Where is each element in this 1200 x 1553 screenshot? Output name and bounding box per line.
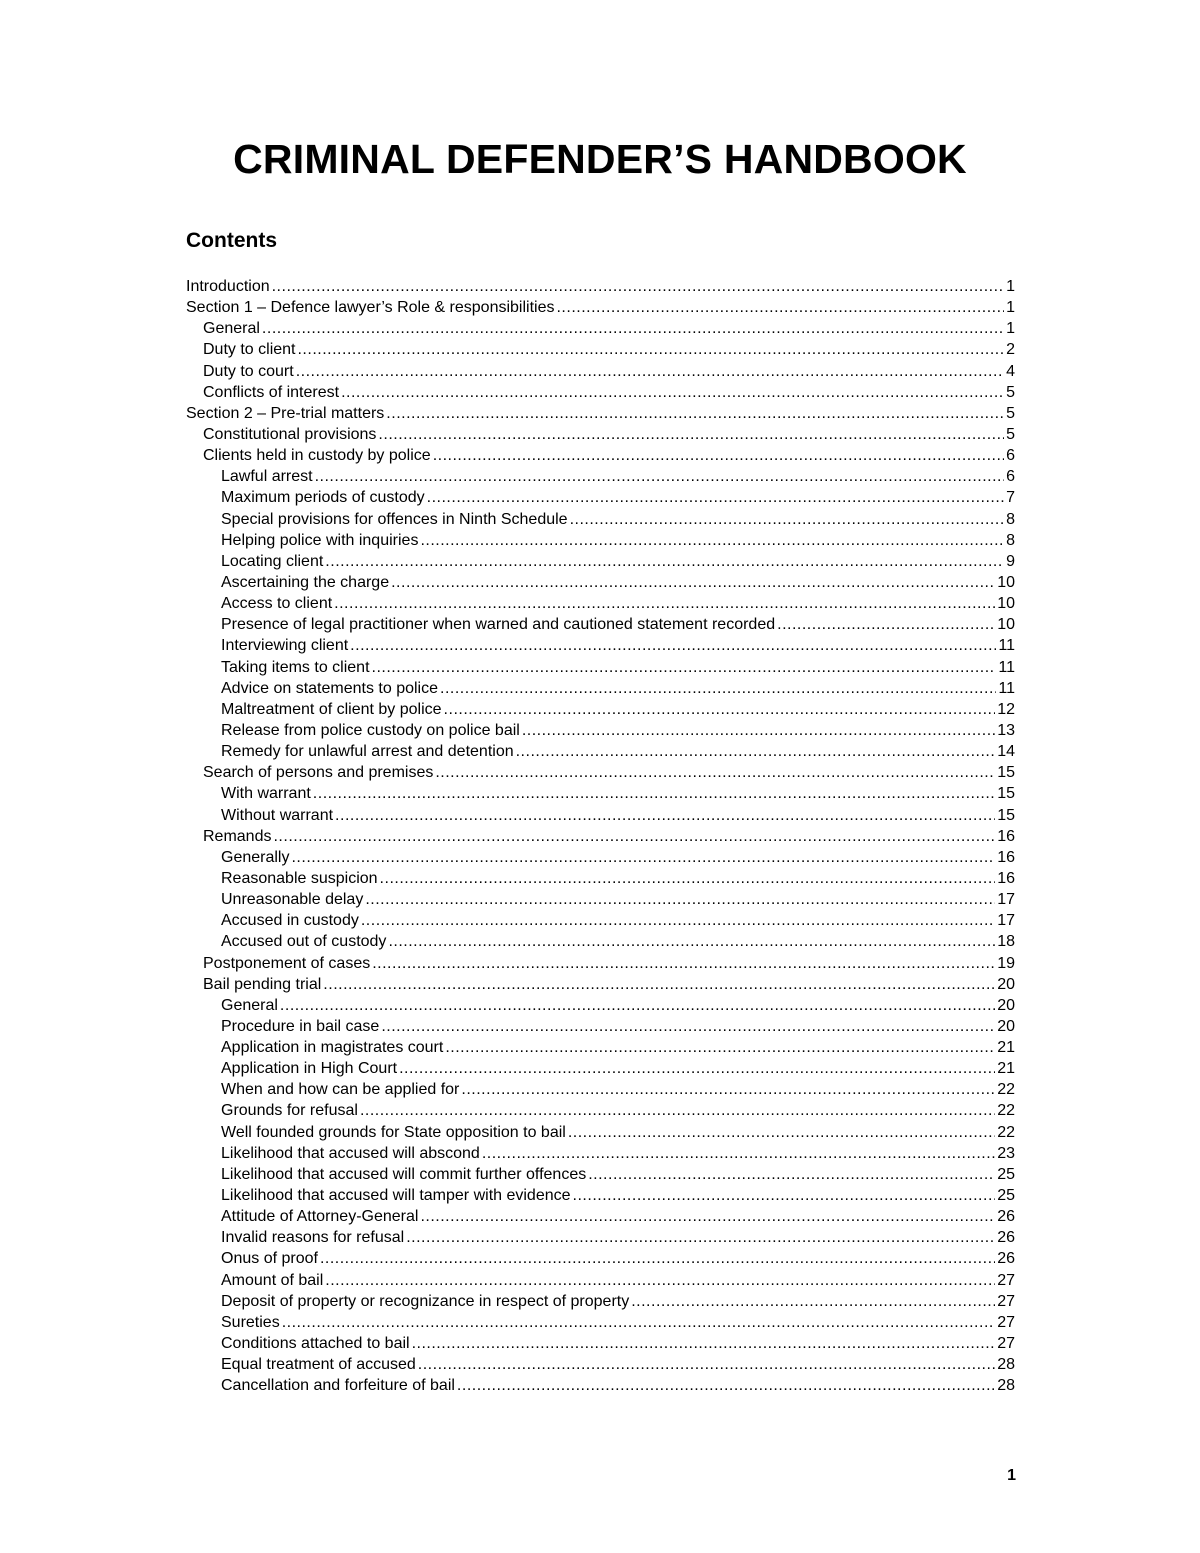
toc-entry-page: 16: [997, 827, 1015, 845]
toc-entry[interactable]: [186, 910, 1015, 931]
dot-leader: [372, 953, 995, 974]
dot-leader: [388, 931, 995, 952]
toc-entry[interactable]: [186, 1122, 1015, 1143]
dot-leader: [588, 1164, 995, 1185]
toc-entry-page: 20: [997, 1017, 1015, 1035]
toc-entry-page: 27: [997, 1271, 1015, 1289]
toc-entry-page: 1: [1006, 278, 1015, 295]
dot-leader: [372, 657, 997, 678]
toc-entry-page: 8: [1006, 510, 1015, 528]
toc-entry-page: 26: [997, 1250, 1015, 1268]
dot-leader: [386, 403, 1004, 424]
toc-entry-page: 20: [997, 996, 1015, 1014]
toc-entry-label: When and how can be applied for: [221, 1081, 460, 1099]
toc-entry-label: Interviewing client: [221, 637, 349, 655]
toc-entry[interactable]: [186, 1037, 1015, 1058]
toc-entry-page: 28: [997, 1356, 1015, 1374]
toc-entry-label: Helping police with inquiries: [221, 531, 419, 549]
toc-entry[interactable]: [186, 297, 1015, 318]
toc-entry-label: Lawful arrest: [221, 468, 313, 486]
dot-leader: [272, 276, 1004, 297]
toc-entry-label: Cancellation and forfeiture of bail: [221, 1377, 455, 1395]
toc-entry-page: 11: [998, 679, 1015, 697]
toc-entry-page: 28: [997, 1377, 1015, 1395]
dot-leader: [365, 889, 995, 910]
toc-entry-page: 15: [997, 785, 1015, 803]
toc-entry-label: Bail pending trial: [203, 975, 322, 993]
toc-entry[interactable]: [186, 1058, 1015, 1079]
toc-entry-page: 19: [997, 954, 1015, 972]
dot-leader: [435, 762, 995, 783]
toc-entry[interactable]: [186, 572, 1015, 593]
toc-entry[interactable]: [186, 931, 1015, 952]
dot-leader: [570, 509, 1005, 530]
toc-entry-label: Duty to court: [203, 362, 294, 380]
toc-entry-label: Constitutional provisions: [203, 425, 377, 443]
page-number: 1: [1007, 1467, 1016, 1484]
toc-entry-label: Maltreatment of client by police: [221, 700, 442, 718]
toc-entry-page: 12: [997, 700, 1015, 718]
toc-entry[interactable]: [186, 339, 1015, 360]
toc-entry-label: Procedure in bail case: [221, 1017, 380, 1035]
toc-entry-label: Maximum periods of custody: [221, 489, 425, 507]
toc-entry-label: Without warrant: [221, 806, 334, 824]
toc-entry-page: 16: [997, 848, 1015, 866]
toc-entry-page: 5: [1006, 383, 1015, 401]
toc-entry-page: 14: [997, 743, 1015, 761]
dot-leader: [427, 487, 1004, 508]
toc-entry[interactable]: [186, 995, 1015, 1016]
toc-entry-label: Introduction: [186, 278, 270, 295]
toc-entry-page: 5: [1006, 425, 1015, 443]
toc-entry-label: Attitude of Attorney-General: [221, 1208, 419, 1226]
toc-entry-page: 10: [997, 573, 1015, 591]
toc-entry-label: Accused in custody: [221, 912, 359, 930]
toc-entry-page: 16: [997, 869, 1015, 887]
dot-leader: [444, 699, 996, 720]
toc-entry-page: 7: [1006, 489, 1015, 507]
toc-entry-page: 25: [997, 1165, 1015, 1183]
toc-entry[interactable]: [186, 276, 1015, 297]
dot-leader: [378, 424, 1004, 445]
toc-entry[interactable]: [186, 974, 1015, 995]
toc-entry[interactable]: [186, 1206, 1015, 1227]
toc-entry-page: 22: [997, 1123, 1015, 1141]
toc-entry[interactable]: [186, 847, 1015, 868]
contents-heading: Contents: [186, 229, 277, 252]
dot-leader: [262, 318, 1004, 339]
toc-entry-page: 6: [1006, 468, 1015, 486]
toc-entry[interactable]: [186, 953, 1015, 974]
dot-leader: [556, 297, 1004, 318]
dot-leader: [325, 1270, 995, 1291]
dot-leader: [335, 805, 995, 826]
dot-leader: [280, 995, 995, 1016]
toc-entry[interactable]: [186, 1375, 1015, 1396]
dot-leader: [325, 551, 1004, 572]
toc-entry-label: Remedy for unlawful arrest and detention: [221, 743, 514, 761]
toc-entry[interactable]: [186, 1312, 1015, 1333]
toc-entry-label: Postponement of cases: [203, 954, 371, 972]
toc-entry-page: 22: [997, 1081, 1015, 1099]
toc-entry[interactable]: [186, 783, 1015, 804]
dot-leader: [291, 847, 995, 868]
dot-leader: [315, 466, 1005, 487]
toc-entry[interactable]: [186, 741, 1015, 762]
toc-entry[interactable]: [186, 530, 1015, 551]
toc-entry-page: 10: [997, 616, 1015, 634]
toc-entry[interactable]: [186, 699, 1015, 720]
toc-entry-label: Unreasonable delay: [221, 891, 364, 909]
toc-entry-page: 13: [997, 721, 1015, 739]
toc-entry[interactable]: [186, 805, 1015, 826]
dot-leader: [282, 1312, 996, 1333]
toc-entry-label: Deposit of property or recognizance in respect of property: [221, 1292, 630, 1310]
dot-leader: [361, 910, 995, 931]
toc-entry[interactable]: [186, 889, 1015, 910]
toc-entry-page: 4: [1006, 362, 1015, 380]
toc-entry[interactable]: [186, 318, 1015, 339]
toc-entry[interactable]: [186, 466, 1015, 487]
dot-leader: [631, 1291, 995, 1312]
toc-entry-label: Generally: [221, 848, 290, 866]
table-of-contents: [186, 276, 1015, 1396]
toc-entry[interactable]: [186, 1333, 1015, 1354]
toc-entry[interactable]: [186, 382, 1015, 403]
dot-leader: [313, 783, 995, 804]
toc-entry[interactable]: [186, 1185, 1015, 1206]
toc-entry-label: Search of persons and premises: [203, 764, 434, 782]
dot-leader: [420, 530, 1004, 551]
dot-leader: [461, 1079, 995, 1100]
toc-entry-label: Conflicts of interest: [203, 383, 340, 401]
toc-entry-page: 25: [997, 1187, 1015, 1205]
toc-entry-page: 21: [997, 1060, 1015, 1078]
dot-leader: [433, 445, 1004, 466]
toc-entry-label: Special provisions for offences in Ninth Schedule: [221, 510, 568, 528]
dot-leader: [522, 720, 995, 741]
toc-entry-label: General: [221, 996, 278, 1014]
toc-entry-page: 26: [997, 1229, 1015, 1247]
toc-entry[interactable]: [186, 1270, 1015, 1291]
dot-leader: [381, 1016, 995, 1037]
toc-entry-label: Accused out of custody: [221, 933, 387, 951]
toc-entry-label: Remands: [203, 827, 272, 845]
toc-entry-page: 1: [1006, 320, 1015, 338]
toc-entry[interactable]: [186, 614, 1015, 635]
toc-entry[interactable]: [186, 762, 1015, 783]
toc-entry-label: Likelihood that accused will tamper with evidence: [221, 1187, 571, 1205]
dot-leader: [399, 1058, 995, 1079]
dot-leader: [445, 1037, 995, 1058]
toc-entry-page: 8: [1006, 531, 1015, 549]
toc-entry-label: Likelihood that accused will commit further offences: [221, 1165, 587, 1183]
toc-entry-page: 22: [997, 1102, 1015, 1120]
toc-entry[interactable]: [186, 487, 1015, 508]
toc-entry-label: Invalid reasons for refusal: [221, 1229, 405, 1247]
toc-entry-page: 5: [1006, 404, 1015, 422]
toc-entry[interactable]: [186, 551, 1015, 572]
toc-entry[interactable]: [186, 678, 1015, 699]
document-title: CRIMINAL DEFENDER’S HANDBOOK: [233, 136, 967, 182]
toc-entry-page: 27: [997, 1313, 1015, 1331]
toc-entry[interactable]: [186, 1079, 1015, 1100]
toc-entry-label: Well founded grounds for State opposition to bail: [221, 1123, 566, 1141]
toc-entry-label: Presence of legal practitioner when warned and cautioned statement recorded: [221, 616, 776, 634]
toc-entry-page: 26: [997, 1208, 1015, 1226]
toc-entry-page: 27: [997, 1335, 1015, 1353]
toc-entry-label: Clients held in custody by police: [203, 447, 431, 465]
toc-entry-label: Application in High Court: [221, 1060, 398, 1078]
toc-entry[interactable]: [186, 1143, 1015, 1164]
toc-entry-label: Onus of proof: [221, 1250, 318, 1268]
toc-entry[interactable]: [186, 720, 1015, 741]
dot-leader: [297, 339, 1004, 360]
dot-leader: [777, 614, 995, 635]
dot-leader: [323, 974, 995, 995]
toc-entry-label: Application in magistrates court: [221, 1039, 444, 1057]
toc-entry[interactable]: [186, 361, 1015, 382]
toc-entry[interactable]: [186, 1016, 1015, 1037]
toc-entry-label: Grounds for refusal: [221, 1102, 358, 1120]
toc-entry[interactable]: [186, 635, 1015, 656]
dot-leader: [418, 1354, 995, 1375]
toc-entry-label: Amount of bail: [221, 1271, 324, 1289]
toc-entry-label: With warrant: [221, 785, 311, 803]
toc-entry-label: Equal treatment of accused: [221, 1356, 416, 1374]
toc-entry[interactable]: [186, 593, 1015, 614]
toc-entry-label: Reasonable suspicion: [221, 869, 378, 887]
dot-leader: [457, 1375, 995, 1396]
toc-entry-page: 11: [998, 637, 1015, 655]
toc-entry-label: Taking items to client: [221, 658, 370, 676]
toc-entry-page: 11: [998, 658, 1015, 676]
toc-entry-page: 17: [997, 891, 1015, 909]
toc-entry[interactable]: [186, 1227, 1015, 1248]
toc-entry-page: 23: [997, 1144, 1015, 1162]
dot-leader: [296, 361, 1004, 382]
toc-entry-page: 21: [997, 1039, 1015, 1057]
toc-entry[interactable]: [186, 1354, 1015, 1375]
toc-entry-page: 18: [997, 933, 1015, 951]
dot-leader: [360, 1100, 995, 1121]
dot-leader: [391, 572, 995, 593]
toc-entry-label: Conditions attached to bail: [221, 1335, 410, 1353]
toc-entry-label: Locating client: [221, 552, 324, 570]
toc-entry-page: 15: [997, 764, 1015, 782]
dot-leader: [334, 593, 995, 614]
toc-entry[interactable]: [186, 868, 1015, 889]
toc-entry-page: 9: [1006, 552, 1015, 570]
toc-entry-label: Likelihood that accused will abscond: [221, 1144, 480, 1162]
dot-leader: [516, 741, 996, 762]
dot-leader: [273, 826, 995, 847]
toc-entry-page: 20: [997, 975, 1015, 993]
toc-entry-label: Section 1 – Defence lawyer’s Role & responsibilities: [186, 299, 555, 317]
dot-leader: [568, 1122, 995, 1143]
toc-entry-label: Advice on statements to police: [221, 679, 439, 697]
toc-entry[interactable]: [186, 657, 1015, 678]
toc-entry-page: 17: [997, 912, 1015, 930]
toc-entry[interactable]: [186, 1291, 1015, 1312]
toc-entry[interactable]: [186, 424, 1015, 445]
dot-leader: [412, 1333, 996, 1354]
toc-entry-page: 1: [1006, 299, 1015, 317]
dot-leader: [420, 1206, 995, 1227]
toc-entry-label: Sureties: [221, 1313, 280, 1331]
toc-entry[interactable]: [186, 1164, 1015, 1185]
toc-entry-page: 15: [997, 806, 1015, 824]
toc-entry[interactable]: [186, 445, 1015, 466]
toc-entry-label: General: [203, 320, 260, 338]
toc-entry[interactable]: [186, 1100, 1015, 1121]
dot-leader: [482, 1143, 995, 1164]
toc-entry-label: Release from police custody on police bail: [221, 721, 520, 739]
dot-leader: [320, 1248, 995, 1269]
dot-leader: [573, 1185, 996, 1206]
toc-entry-page: 10: [997, 595, 1015, 613]
dot-leader: [440, 678, 996, 699]
toc-entry-label: Section 2 – Pre-trial matters: [186, 404, 385, 422]
toc-entry-label: Duty to client: [203, 341, 296, 359]
toc-entry-label: Ascertaining the charge: [221, 573, 390, 591]
toc-entry-label: Access to client: [221, 595, 333, 613]
toc-entry-page: 2: [1006, 341, 1015, 359]
toc-entry-page: 6: [1006, 447, 1015, 465]
dot-leader: [406, 1227, 995, 1248]
toc-entry[interactable]: [186, 509, 1015, 530]
toc-entry[interactable]: [186, 1248, 1015, 1269]
dot-leader: [350, 635, 996, 656]
toc-entry[interactable]: [186, 826, 1015, 847]
dot-leader: [341, 382, 1004, 403]
toc-entry-page: 27: [997, 1292, 1015, 1310]
toc-entry[interactable]: [186, 403, 1015, 424]
dot-leader: [380, 868, 996, 889]
